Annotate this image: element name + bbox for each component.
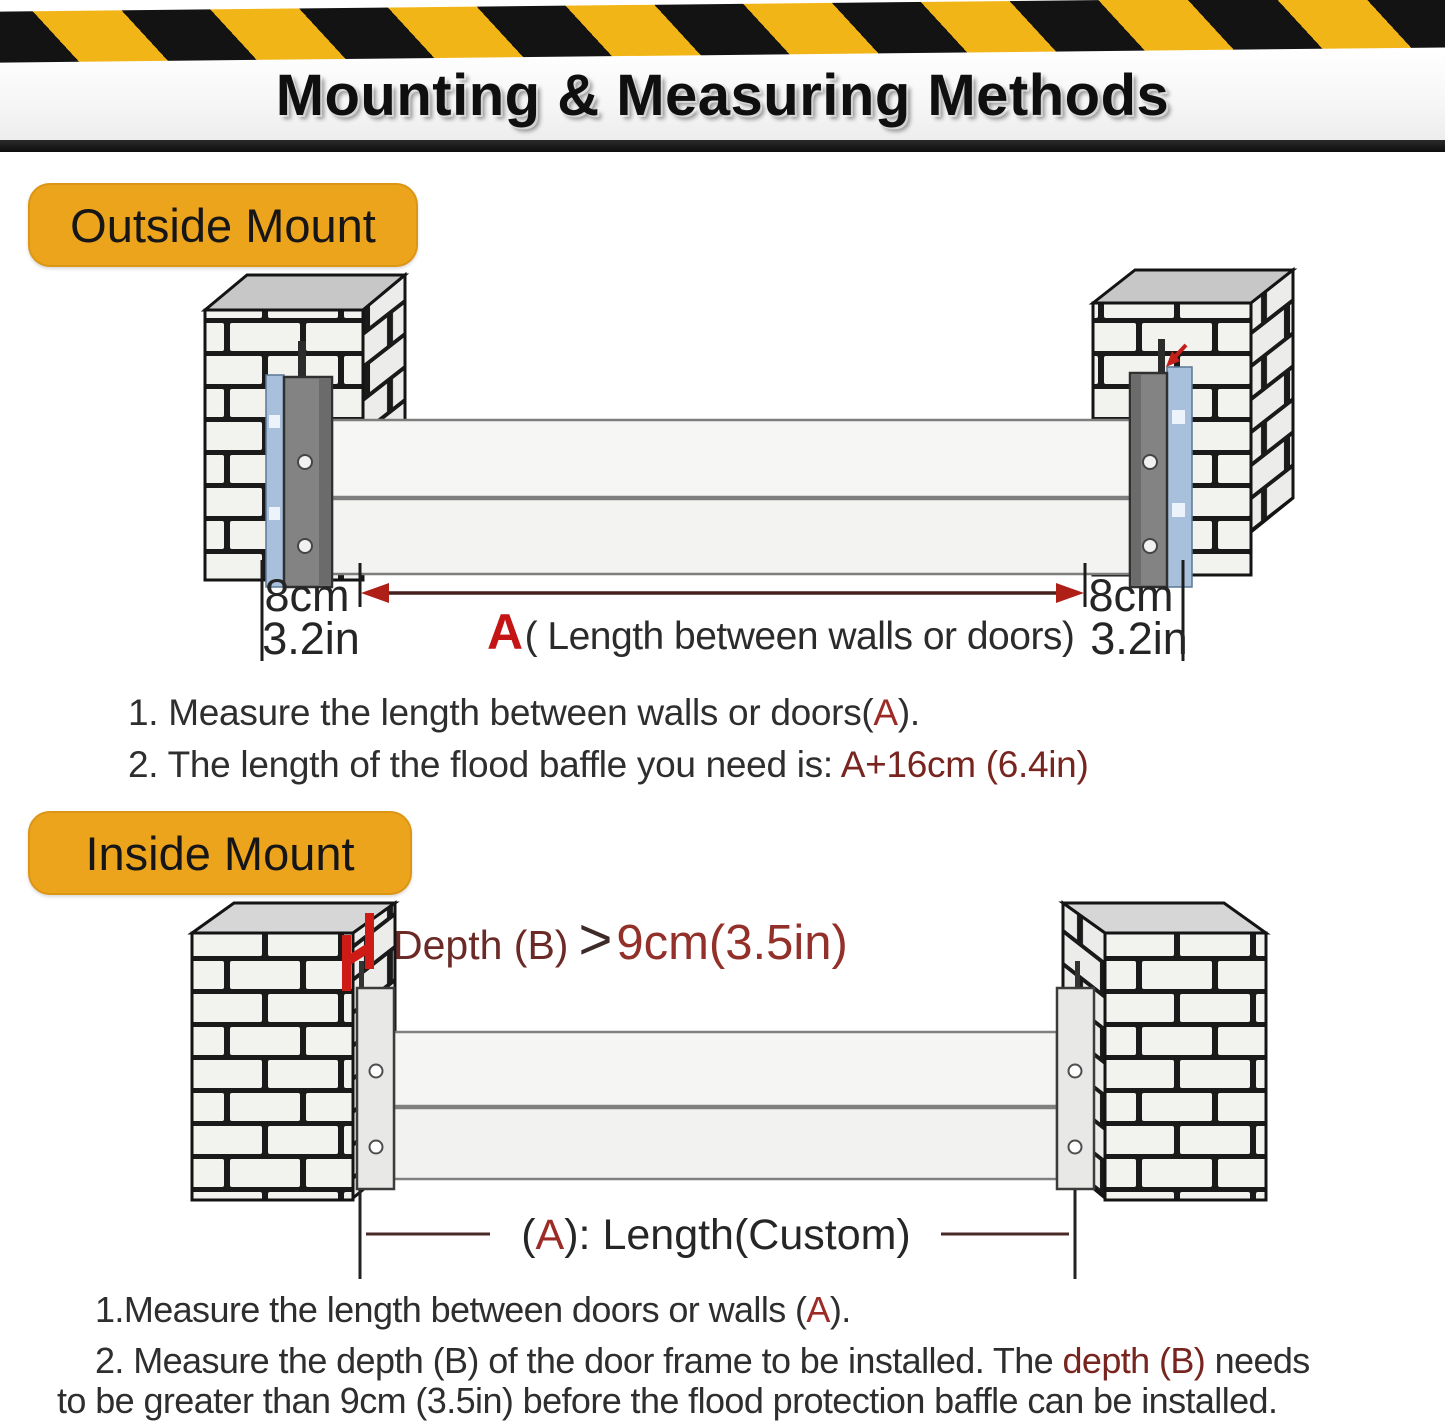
screw-hole bbox=[298, 539, 312, 553]
inside-left-channel bbox=[357, 961, 394, 1189]
inside-mount-diagram bbox=[0, 893, 1445, 1285]
screw-hole bbox=[370, 1141, 383, 1154]
dim-right-cm-label: 8cm bbox=[1088, 570, 1174, 621]
inside-dimension-lines bbox=[360, 1190, 1075, 1279]
span-arrowhead-left bbox=[361, 583, 389, 603]
page-title: Mounting & Measuring Methods bbox=[275, 62, 1170, 128]
left-mounting-channel bbox=[266, 375, 332, 587]
screw-hole bbox=[298, 455, 312, 469]
left-seal-strip bbox=[266, 375, 284, 587]
outside-step-1: 1. Measure the length between walls or doors(A). bbox=[128, 692, 920, 733]
header-divider bbox=[0, 140, 1445, 152]
dim-left-cm-label: 8cm bbox=[264, 570, 350, 621]
right-mounting-channel bbox=[1130, 345, 1192, 587]
outside-dimension-lines bbox=[262, 560, 1188, 664]
outside-mount-diagram bbox=[0, 255, 1445, 665]
screw-hole bbox=[1143, 455, 1157, 469]
inside-span-label: (A): Length(Custom) bbox=[521, 1211, 911, 1259]
inside-step-2-line-1: 2. Measure the depth (B) of the door frame to be installed. The depth (B) needs bbox=[95, 1340, 1310, 1381]
depth-label: Depth (B) >9cm(3.5in) bbox=[393, 907, 848, 972]
inside-step-2-line-2: to be greater than 9cm (3.5in) before the flood protection baffle can be installed. bbox=[57, 1380, 1278, 1421]
inside-barrier-panels bbox=[394, 1032, 1057, 1179]
title-band bbox=[0, 50, 1445, 140]
right-anchor-rod bbox=[1075, 961, 1080, 991]
inside-mount-badge: Inside Mount bbox=[28, 811, 412, 895]
span-length-label: A( Length between walls or doors) bbox=[487, 604, 1075, 660]
dim-right-in-label: 3.2in bbox=[1090, 613, 1188, 664]
left-anchor-rod bbox=[359, 961, 364, 991]
screw-hole bbox=[1069, 1065, 1082, 1078]
inside-step-1: 1.Measure the length between doors or walls (A). bbox=[95, 1289, 851, 1330]
right-anchor-rod bbox=[1158, 339, 1165, 377]
screw-hole bbox=[1143, 539, 1157, 553]
dim-left-in-label: 3.2in bbox=[262, 613, 360, 664]
right-seal-strip bbox=[1167, 367, 1192, 587]
flood-barrier-panels bbox=[332, 420, 1130, 574]
inside-right-channel bbox=[1057, 961, 1094, 1189]
outside-mount-badge: Outside Mount bbox=[28, 183, 418, 267]
screw-hole bbox=[1069, 1141, 1082, 1154]
outside-step-2: 2. The length of the flood baffle you need is: A+16cm (6.4in) bbox=[128, 744, 1089, 785]
screw-hole bbox=[370, 1065, 383, 1078]
span-arrowhead-right bbox=[1056, 583, 1084, 603]
